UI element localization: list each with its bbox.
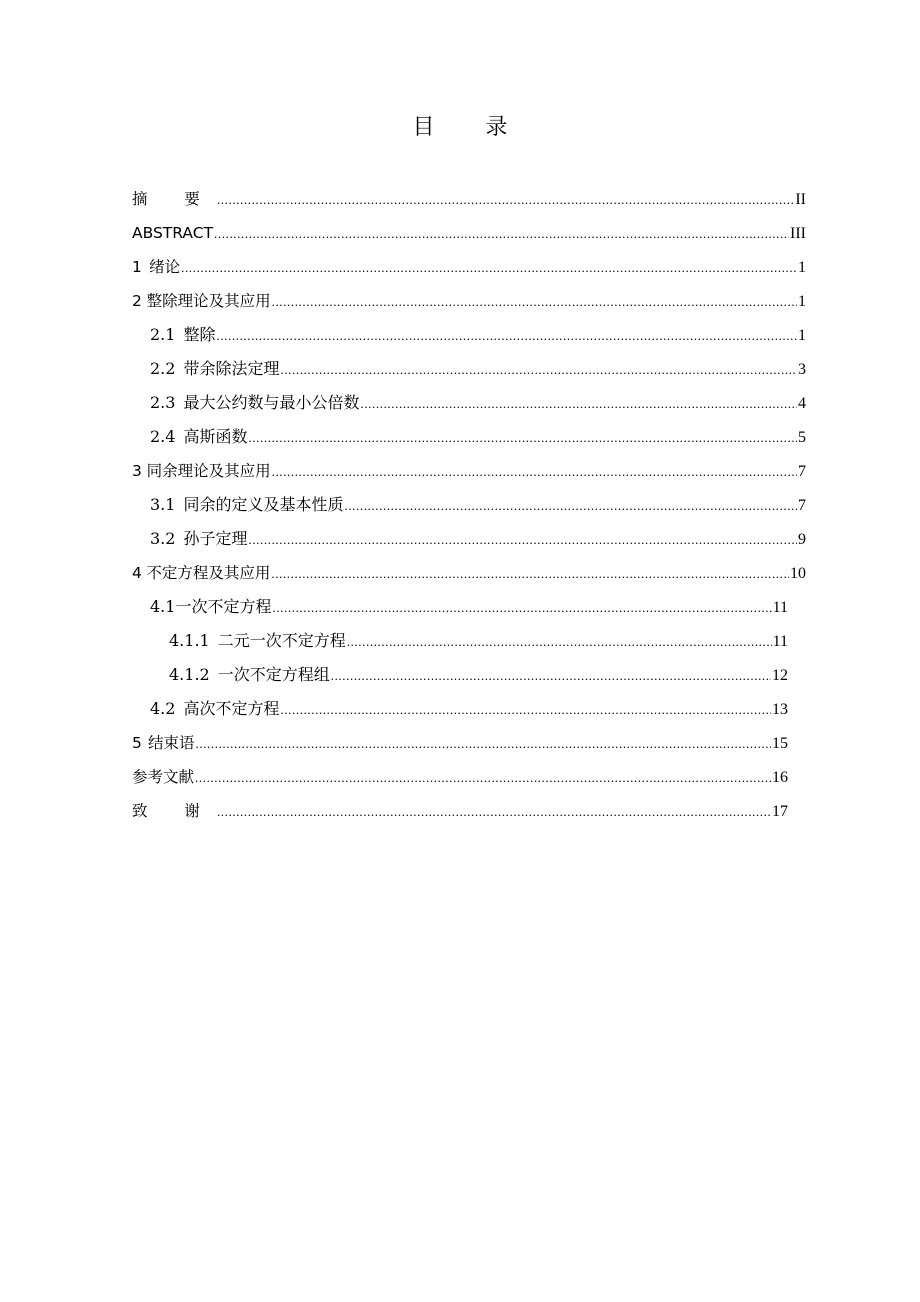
toc-leader-dots — [272, 591, 771, 625]
toc-leader-dots — [217, 795, 771, 829]
toc-entry-label: 孙子定理 — [183, 529, 248, 548]
toc-entry-label: 整除理论及其应用 — [146, 292, 271, 310]
toc-entry-number: 4.1.2 — [169, 665, 210, 684]
toc-page-number: 1 — [798, 327, 806, 344]
toc-leader-dots — [248, 421, 797, 455]
toc-page-number: 1 — [798, 293, 806, 310]
toc-entry-label: 带余除法定理 — [183, 359, 280, 378]
toc-leader-dots — [331, 659, 771, 693]
toc-leader-dots — [360, 387, 797, 421]
toc-page-number: 11 — [772, 599, 788, 616]
toc-entry-label: 绪论 — [149, 258, 181, 276]
toc-entry-label: 高斯函数 — [183, 427, 248, 446]
toc-entry-section-2-1[interactable] — [132, 318, 806, 352]
toc-page-number: 7 — [798, 497, 806, 514]
toc-list — [132, 182, 806, 828]
toc-entry-label: 一次不定方程组 — [217, 665, 330, 684]
toc-leader-dots — [248, 523, 797, 557]
toc-entry-abstract-en[interactable] — [132, 216, 806, 250]
toc-entry-label: 最大公约数与最小公倍数 — [183, 393, 360, 412]
toc-entry-chapter-2[interactable] — [132, 284, 806, 318]
toc-entry-number: 4 — [132, 564, 142, 582]
toc-leader-dots — [195, 727, 771, 761]
toc-leader-dots — [272, 285, 797, 319]
toc-entry-label: 二元一次不定方程 — [217, 631, 346, 650]
toc-entry-number: 5 — [132, 734, 142, 752]
toc-entry-label: 参考文献 — [132, 768, 195, 786]
toc-page-number: 13 — [772, 701, 788, 718]
toc-entry-number: 3.1 — [150, 495, 176, 514]
toc-entry-subsection-4-1-1[interactable] — [132, 624, 788, 658]
toc-entry-label: 摘 要 — [132, 190, 216, 208]
toc-leader-dots — [217, 183, 794, 217]
toc-entry-section-3-2[interactable] — [132, 522, 806, 556]
toc-entry-chapter-5[interactable] — [132, 726, 788, 760]
toc-entry-number: 2.2 — [150, 359, 176, 378]
toc-leader-dots — [280, 693, 771, 727]
toc-page-number: 7 — [798, 463, 806, 480]
toc-page-number: 11 — [772, 633, 788, 650]
toc-leader-dots — [214, 217, 789, 251]
toc-entry-section-3-1[interactable] — [132, 488, 806, 522]
toc-entry-label: 高次不定方程 — [183, 699, 280, 718]
toc-entry-number: 3.2 — [150, 529, 176, 548]
toc-entry-label: ABSTRACT — [132, 224, 214, 242]
toc-entry-chapter-4[interactable] — [132, 556, 806, 590]
toc-page-number: III — [790, 225, 806, 242]
toc-page-number: 12 — [772, 667, 788, 684]
toc-entry-label: 不定方程及其应用 — [146, 564, 271, 582]
toc-leader-dots — [181, 251, 797, 285]
toc-entry-number: 4.2 — [150, 699, 176, 718]
toc-entry-section-2-3[interactable] — [132, 386, 806, 420]
toc-entry-number: 4.1.1 — [169, 631, 210, 650]
toc-entry-number: 2 — [132, 292, 142, 310]
toc-entry-subsection-4-1-2[interactable] — [132, 658, 788, 692]
toc-entry-section-4-2[interactable] — [132, 692, 788, 726]
toc-leader-dots — [280, 353, 797, 387]
toc-entry-number: 1 — [132, 258, 142, 276]
toc-page-number: 5 — [798, 429, 806, 446]
toc-entry-section-2-2[interactable] — [132, 352, 806, 386]
toc-leader-dots — [347, 625, 772, 659]
toc-entry-chapter-1[interactable] — [132, 250, 806, 284]
toc-entry-label: 整除 — [183, 325, 216, 344]
toc-page-number: 10 — [790, 565, 806, 582]
toc-entry-references[interactable] — [132, 760, 788, 794]
toc-page-number: 4 — [798, 395, 806, 412]
toc-page-number: 1 — [798, 259, 806, 276]
toc-entry-abstract-cn[interactable] — [132, 182, 806, 216]
toc-entry-label: 致 谢 — [132, 802, 216, 820]
toc-entry-label: 同余理论及其应用 — [146, 462, 271, 480]
toc-entry-label: 结束语 — [147, 734, 195, 752]
toc-page-number: 16 — [772, 769, 788, 786]
toc-entry-number: 3 — [132, 462, 142, 480]
toc-leader-dots — [344, 489, 797, 523]
toc-entry-number: 2.1 — [150, 325, 176, 344]
toc-page-number: 9 — [798, 531, 806, 548]
toc-entry-number: 2.4 — [150, 427, 176, 446]
toc-page-number: 15 — [772, 735, 788, 752]
toc-page-number: 3 — [798, 361, 806, 378]
toc-page-number: II — [795, 191, 806, 208]
toc-leader-dots — [216, 319, 797, 353]
toc-entry-acknowledgements[interactable] — [132, 794, 788, 828]
toc-title: 目 录 — [412, 115, 530, 140]
toc-leader-dots — [271, 557, 789, 591]
toc-leader-dots — [195, 761, 771, 795]
toc-entry-section-2-4[interactable] — [132, 420, 806, 454]
toc-entry-label: 一次不定方程 — [175, 597, 272, 616]
toc-page-number: 17 — [772, 803, 788, 820]
toc-entry-number: 2.3 — [150, 393, 176, 412]
toc-entry-section-4-1[interactable] — [132, 590, 788, 624]
toc-leader-dots — [272, 455, 797, 489]
toc-entry-label: 同余的定义及基本性质 — [183, 495, 344, 514]
toc-entry-chapter-3[interactable] — [132, 454, 806, 488]
toc-entry-number: 4.1 — [150, 597, 176, 616]
